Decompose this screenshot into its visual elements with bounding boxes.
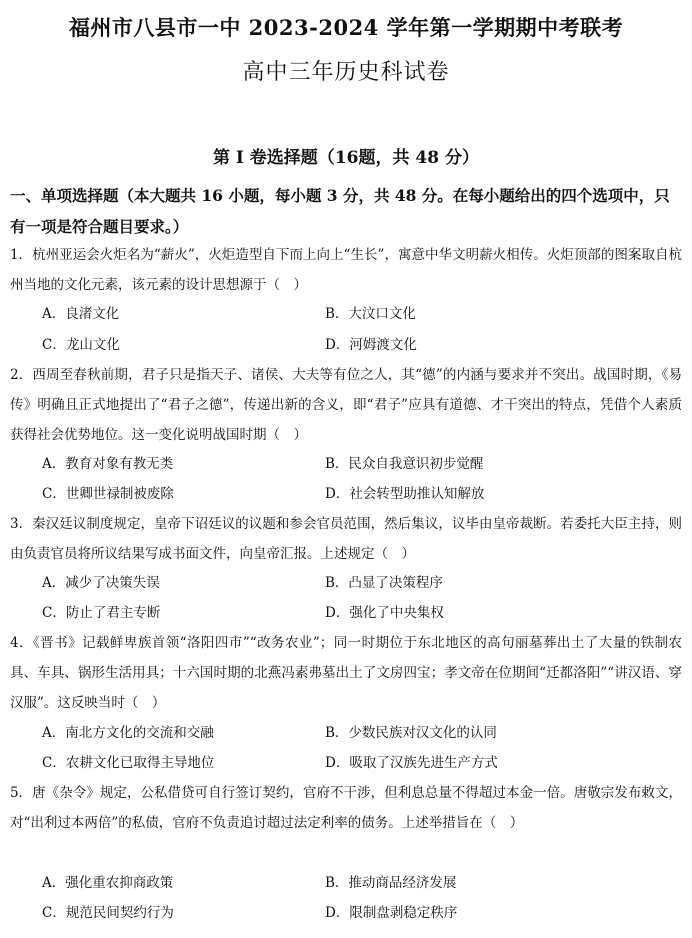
question-4-option-c: C．农耕文化已取得主导地位	[42, 755, 215, 771]
question-1-option-a: A．良渚文化	[42, 306, 120, 322]
question-1-option-d: D．河姆渡文化	[325, 337, 417, 353]
part-title: 第 I 卷选择题（16题，共 48 分）	[213, 148, 479, 168]
question-3-option-b: B．凸显了决策程序	[325, 575, 443, 591]
question-3-option-c: C．防止了君主专断	[42, 605, 161, 621]
question-1-option-c: C．龙山文化	[42, 337, 120, 353]
exam-title: 福州市八县市一中 2023-2024 学年第一学期期中考联考	[68, 15, 624, 40]
question-4-stem: 4．《晋书》记载鲜卑族首领“洛阳四市”“改务农业”；同一时期位于东北地区的高句丽墓葬出土了大量的铁制农具、车具、锅形生活用具；十六国时期的北燕冯素弗墓出土了文房四宝；孝文帝在位期间“迁都洛阳”“讲汉语、穿汉服”。这反映当时（ ）	[10, 635, 682, 711]
question-5-option-c: C．规范民间契约行为	[42, 905, 174, 921]
question-5-option-a: A．强化重农抑商政策	[42, 875, 174, 891]
question-4-option-b: B．少数民族对汉文化的认同	[325, 725, 497, 741]
question-1-option-b: B．大汶口文化	[325, 306, 416, 322]
question-2-stem: 2．西周至春秋前期，君子只是指天子、诸侯、大夫等有位之人，其“德”的内涵与要求并不突出。战国时期，《易传》明确且正式地提出了“君子之德”，传递出新的含义，即“君子”应具有道德、才干突出的特点，凭借个人素质获得社会优势地位。这一变化说明战国时期（ ）	[10, 367, 682, 443]
question-2-option-b: B．民众自我意识初步觉醒	[325, 456, 484, 472]
question-2-option-a: A．教育对象有教无类	[42, 456, 174, 472]
question-5-option-d: D．限制盘剥稳定秩序	[325, 905, 458, 921]
question-4-option-a: A．南北方文化的交流和交融	[42, 725, 214, 741]
question-1-stem: 1．杭州亚运会火炬名为“薪火”，火炬造型自下而上向上“生长”，寓意中华文明薪火相传。火炬顶部的图案取自杭州当地的文化元素，该元素的设计思想源于（ ）	[10, 247, 682, 293]
question-5-stem: 5．唐《杂令》规定，公私借贷可自行签订契约，官府不干涉，但利息总量不得超过本金一倍。唐敬宗发布敕文，对“出利过本两倍”的私债，官府不负责追讨超过法定利率的债务。上述举措旨在（ ）	[10, 785, 682, 831]
question-4-option-d: D．吸取了汉族先进生产方式	[325, 755, 498, 771]
question-3-option-d: D．强化了中央集权	[325, 605, 444, 621]
exam-subtitle: 高中三年历史科试卷	[242, 60, 450, 85]
question-2-option-c: C．世卿世禄制被废除	[42, 486, 174, 502]
question-3-option-a: A．减少了决策失误	[42, 575, 160, 591]
section-heading: 一、单项选择题（本大题共 16 小题，每小题 3 分，共 48 分。在每小题给出的四个选项中，只有一项是符合题目要求。）	[10, 186, 670, 236]
question-3-stem: 3．秦汉廷议制度规定，皇帝下诏廷议的议题和参会官员范围，然后集议，议毕由皇帝裁断。若委托大臣主持，则由负责官员将所议结果写成书面文件，向皇帝汇报。上述规定（ ）	[10, 516, 682, 562]
question-2-option-d: D．社会转型助推认知解放	[325, 486, 485, 502]
question-5-option-b: B．推动商品经济发展	[325, 875, 457, 891]
